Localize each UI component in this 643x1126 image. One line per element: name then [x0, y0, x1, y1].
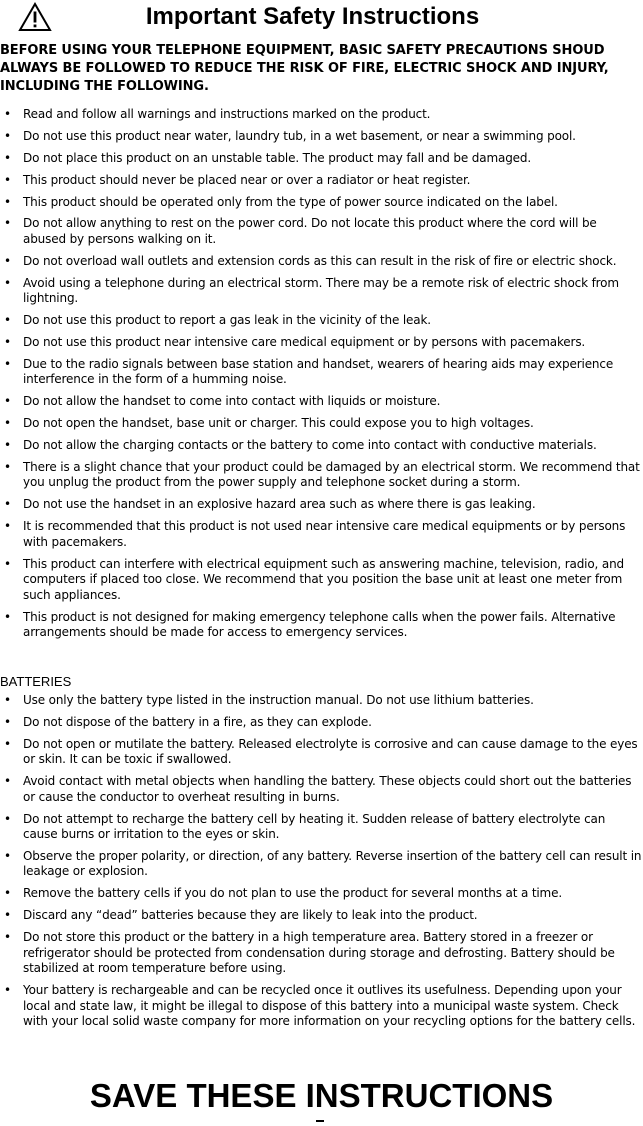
list-item: • This product is not designed for making emergency telephone calls when the power fails. Alternative arrangements should be made for access to emergency services. — [0, 610, 643, 641]
list-item: • Do not place this product on an unstable table. The product may fall and be damaged. — [0, 151, 643, 167]
list-item: • Read and follow all warnings and instructions marked on the product. — [0, 107, 643, 123]
list-item: • Do not allow the charging contacts or the battery to come into contact with conductive materials. — [0, 438, 643, 454]
save-instructions-banner: SAVE THESE INSTRUCTIONS — [89, 1077, 554, 1114]
list-item: • This product can interfere with electrical equipment such as answering machine, television, radio, and computers if placed too close. We recommend that you position the base unit at least one meter from such appliances. — [0, 557, 643, 604]
list-item: • Do not use the handset in an explosive hazard area such as where there is gas leaking. — [0, 497, 643, 513]
page-mark — [316, 1120, 324, 1122]
list-item: • Do not open the handset, base unit or charger. This could expose you to high voltages. — [0, 416, 643, 432]
list-item: • Your battery is rechargeable and can be recycled once it outlives its usefulness. Depending upon your local and state law, it might be illegal to dispose of this battery into a municipal waste system. Check with your local solid waste company for more information on your recycling options for the battery cells. — [0, 983, 643, 1030]
safety-list — [0, 107, 643, 647]
batteries-heading: BATTERIES — [0, 674, 72, 689]
list-item: • Avoid contact with metal objects when handling the battery. These objects could short out the batteries or cause the conductor to overheat resulting in burns. — [0, 774, 643, 805]
page-title: Important Safety Instructions — [145, 3, 480, 30]
list-item: • Do not dispose of the battery in a fire, as they can explode. — [0, 715, 643, 731]
list-item: • Do not use this product to report a gas leak in the vicinity of the leak. — [0, 313, 643, 329]
list-item: • Do not store this product or the battery in a high temperature area. Battery stored in a freezer or refrigerator should be protected from condensation during storage and defrosting. Battery should be stabilized at room temperature before using. — [0, 930, 643, 977]
list-item: • Do not use this product near intensive care medical equipment or by persons with pacemakers. — [0, 335, 643, 351]
list-item: • Avoid using a telephone during an electrical storm. There may be a remote risk of electric shock from lightning. — [0, 276, 643, 307]
list-item: • Do not attempt to recharge the battery cell by heating it. Sudden release of battery electrolyte can cause burns or irritation to the eyes or skin. — [0, 812, 643, 843]
list-item: • There is a slight chance that your product could be damaged by an electrical storm. We recommend that you unplug the product from the power supply and telephone socket during a storm. — [0, 460, 643, 491]
header — [0, 0, 643, 36]
list-item: • Remove the battery cells if you do not plan to use the product for several months at a time. — [0, 886, 643, 902]
list-item: • This product should never be placed near or over a radiator or heat register. — [0, 173, 643, 189]
intro-warning: BEFORE USING YOUR TELEPHONE EQUIPMENT, BASIC SAFETY PRECAUTIONS SHOUD ALWAYS BE FOLLOWED TO REDUCE THE RISK OF FIRE, ELECTRIC SHOCK AND INJURY, INCLUDING THE FOLLOWING. — [0, 43, 609, 94]
list-item: • Use only the battery type listed in the instruction manual. Do not use lithium batteries. — [0, 693, 643, 709]
list-item: • Do not allow the handset to come into contact with liquids or moisture. — [0, 394, 643, 410]
list-item: • Due to the radio signals between base station and handset, wearers of hearing aids may experience interference in the form of a humming noise. — [0, 357, 643, 388]
list-item: • Discard any “dead” batteries because they are likely to leak into the product. — [0, 908, 643, 924]
list-item: • It is recommended that this product is not used near intensive care medical equipments or by persons with pacemakers. — [0, 519, 643, 550]
list-item: • This product should be operated only from the type of power source indicated on the label. — [0, 195, 643, 211]
list-item: • Observe the proper polarity, or direction, of any battery. Reverse insertion of the battery cell can result in leakage or explosion. — [0, 849, 643, 880]
list-item: • Do not allow anything to rest on the power cord. Do not locate this product where the cord will be abused by persons walking on it. — [0, 216, 643, 247]
list-item: • Do not open or mutilate the battery. Released electrolyte is corrosive and can cause damage to the eyes or skin. It can be toxic if swallowed. — [0, 737, 643, 768]
list-item: • Do not use this product near water, laundry tub, in a wet basement, or near a swimming pool. — [0, 129, 643, 145]
warning-triangle-icon — [18, 2, 52, 32]
battery-list — [0, 693, 643, 1036]
list-item: • Do not overload wall outlets and extension cords as this can result in the risk of fire or electric shock. — [0, 254, 643, 270]
